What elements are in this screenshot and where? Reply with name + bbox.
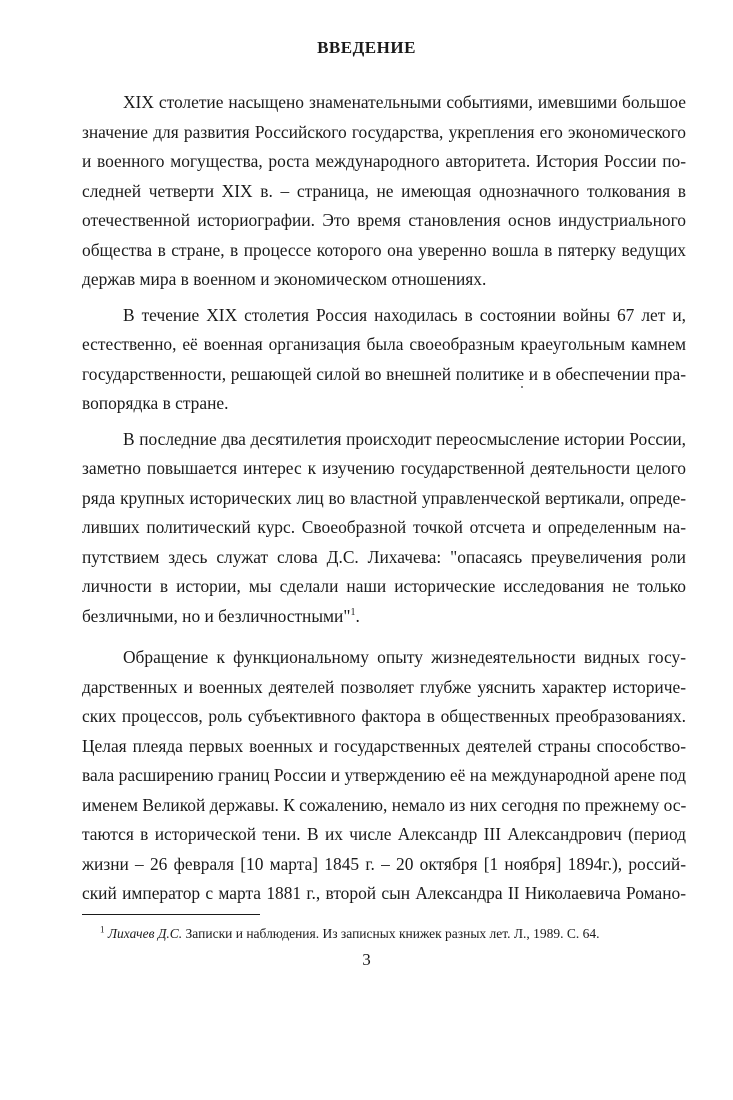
text-line (82, 602, 686, 632)
text-line: отечественной историографии. Это время становления основ индустриального (82, 210, 686, 230)
text-line: XIX столетие насыщено знаменательными событиями, имевшими большое (123, 92, 686, 112)
text-line: вала расширению границ России и утверждению её на международной арене под (82, 765, 686, 785)
footnote (100, 925, 700, 943)
paragraph-4 (82, 643, 686, 909)
text-line: следней четверти XIX в. – страница, не имеющая однозначного толкования в (82, 180, 686, 201)
footnote-author: Лихачев Д.С. (107, 926, 183, 941)
text-line: жизни – 26 февраля [10 марта] 1845 г. – 20 октября [1 ноября] 1894г.), россий- (82, 853, 686, 874)
text-line: Целая плеяда первых военных и государственных деятелей страны способство- (82, 735, 686, 756)
text-line: именем Великой державы. К сожалению, немало из них сегодня по прежнему ос- (82, 794, 687, 815)
text-line: ских процессов, роль субъективного фактора в общественных преобразованиях. (82, 706, 686, 726)
text-line-content: безличными, но и безличностными" (82, 605, 351, 626)
text-line: путствием здесь служат слова Д.С. Лихачева: "опасаясь преувеличения роли (82, 546, 686, 567)
page-number: 3 (362, 950, 371, 969)
text-line: заметно повышается интерес к изучению государственной деятельности целого (82, 458, 686, 478)
footnote-number: 1 (100, 924, 105, 935)
paragraph-1 (82, 88, 686, 295)
text-line-suffix: . (355, 605, 360, 626)
text-line: общества в стране, в процессе которого она уверенно вошла в пятерку ведущих (82, 239, 686, 260)
text-line: ряда крупных исторических лиц во властной управленческой вертикали, опреде- (82, 487, 686, 508)
text-line: таются в исторической тени. В их числе Александр III Александрович (период (82, 824, 686, 844)
paragraph-2 (82, 301, 686, 419)
text-line: государственности, решающей силой во внешней политике и в обеспечении пра- (82, 363, 686, 384)
text-line: Обращение к функциональному опыту жизнедеятельности видных госу- (123, 647, 686, 667)
paragraph-3 (82, 425, 686, 632)
text-line: ский император с марта 1881 г., второй сын Александра II Николаевича Романо- (82, 883, 686, 903)
text-line: и военного могущества, роста международного авторитета. История России по- (82, 151, 686, 171)
footnote-text: Записки и наблюдения. Из записных книжек разных лет. Л., 1989. С. 64. (182, 926, 600, 941)
scan-speck (521, 386, 523, 388)
footnote-separator (82, 914, 260, 915)
text-line: В последние два десятилетия происходит переосмысление истории России, (123, 428, 686, 449)
footnote-ref[interactable]: 1 (350, 606, 356, 618)
text-line: значение для развития Российского государства, укрепления его экономического (82, 121, 686, 142)
text-line: ливших политический курс. Своеобразной точкой отсчета и определенным на- (82, 517, 686, 537)
body-text (82, 88, 686, 909)
page-title: ВВЕДЕНИЕ (317, 38, 416, 57)
text-line: вопорядка в стране. (82, 393, 229, 413)
text-line: личности в истории, мы сделали наши исторические исследования не только (82, 576, 686, 596)
text-line: дарственных и военных деятелей позволяет глубже уяснить характер историче- (82, 676, 686, 697)
text-line: держав мира в военном и экономическом отношениях. (82, 269, 487, 289)
text-line: естественно, её военная организация была своеобразным краеугольным камнем (82, 334, 686, 354)
text-line: В течение XIX столетия Россия находилась в состоянии войны 67 лет и, (123, 304, 686, 325)
